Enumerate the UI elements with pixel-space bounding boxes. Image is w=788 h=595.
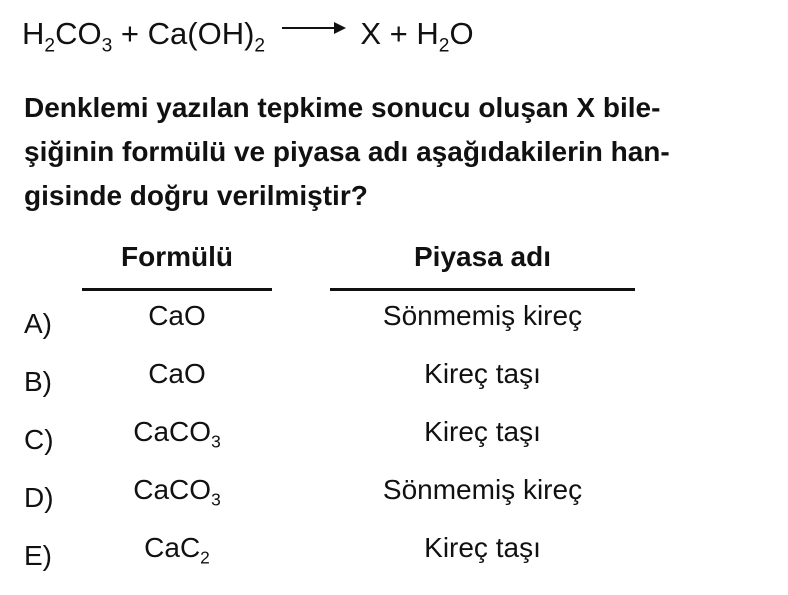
header-underline-market-name bbox=[330, 288, 635, 291]
question-text bbox=[24, 86, 764, 218]
option-market-name: Kireç taşı bbox=[424, 416, 541, 447]
plus-sign: + bbox=[389, 16, 408, 51]
answer-option-e[interactable] bbox=[0, 530, 788, 588]
column-header-formula: Formülü bbox=[121, 241, 233, 272]
option-letter: E) bbox=[24, 540, 52, 571]
answer-option-a[interactable] bbox=[0, 298, 788, 356]
reactant-carbonic-acid: $H_2CO_3$ bbox=[22, 16, 113, 57]
product-x: X bbox=[360, 16, 382, 51]
answer-option-d[interactable] bbox=[0, 472, 788, 530]
option-market-name: Sönmemiş kireç bbox=[382, 474, 583, 505]
option-formula: CaO bbox=[148, 300, 206, 331]
option-formula: CaCO$_3$ bbox=[133, 474, 221, 510]
answer-option-c[interactable] bbox=[0, 414, 788, 472]
question-line: şiğinin formülü ve piyasa adı aşağıdakilerin han- bbox=[24, 136, 670, 167]
option-formula: CaCO$_3$ bbox=[133, 416, 221, 452]
option-letter: B) bbox=[24, 366, 52, 397]
question-line: gisinde doğru verilmiştir? bbox=[24, 180, 368, 211]
reactant-calcium-hydroxide: $Ca(OH)_2$ bbox=[147, 16, 266, 57]
reaction-arrow-icon bbox=[282, 18, 346, 38]
option-market-name: Kireç taşı bbox=[424, 532, 541, 563]
question-line: Denklemi yazılan tepkime sonucu oluşan X bile- bbox=[24, 92, 661, 123]
option-formula: CaC$_2$ bbox=[144, 532, 210, 568]
header-underline-formula bbox=[82, 288, 272, 291]
option-market-name: Kireç taşı bbox=[424, 358, 541, 389]
option-letter: D) bbox=[24, 482, 54, 513]
product-water: $H_2O$ bbox=[416, 16, 474, 57]
option-formula: CaO bbox=[148, 358, 206, 389]
option-letter: C) bbox=[24, 424, 54, 455]
answer-option-b[interactable] bbox=[0, 356, 788, 414]
plus-sign: + bbox=[120, 16, 139, 51]
option-letter: A) bbox=[24, 308, 52, 339]
chemical-equation bbox=[22, 14, 474, 57]
column-header-market-name: Piyasa adı bbox=[414, 241, 551, 272]
option-market-name: Sönmemiş kireç bbox=[382, 300, 583, 331]
